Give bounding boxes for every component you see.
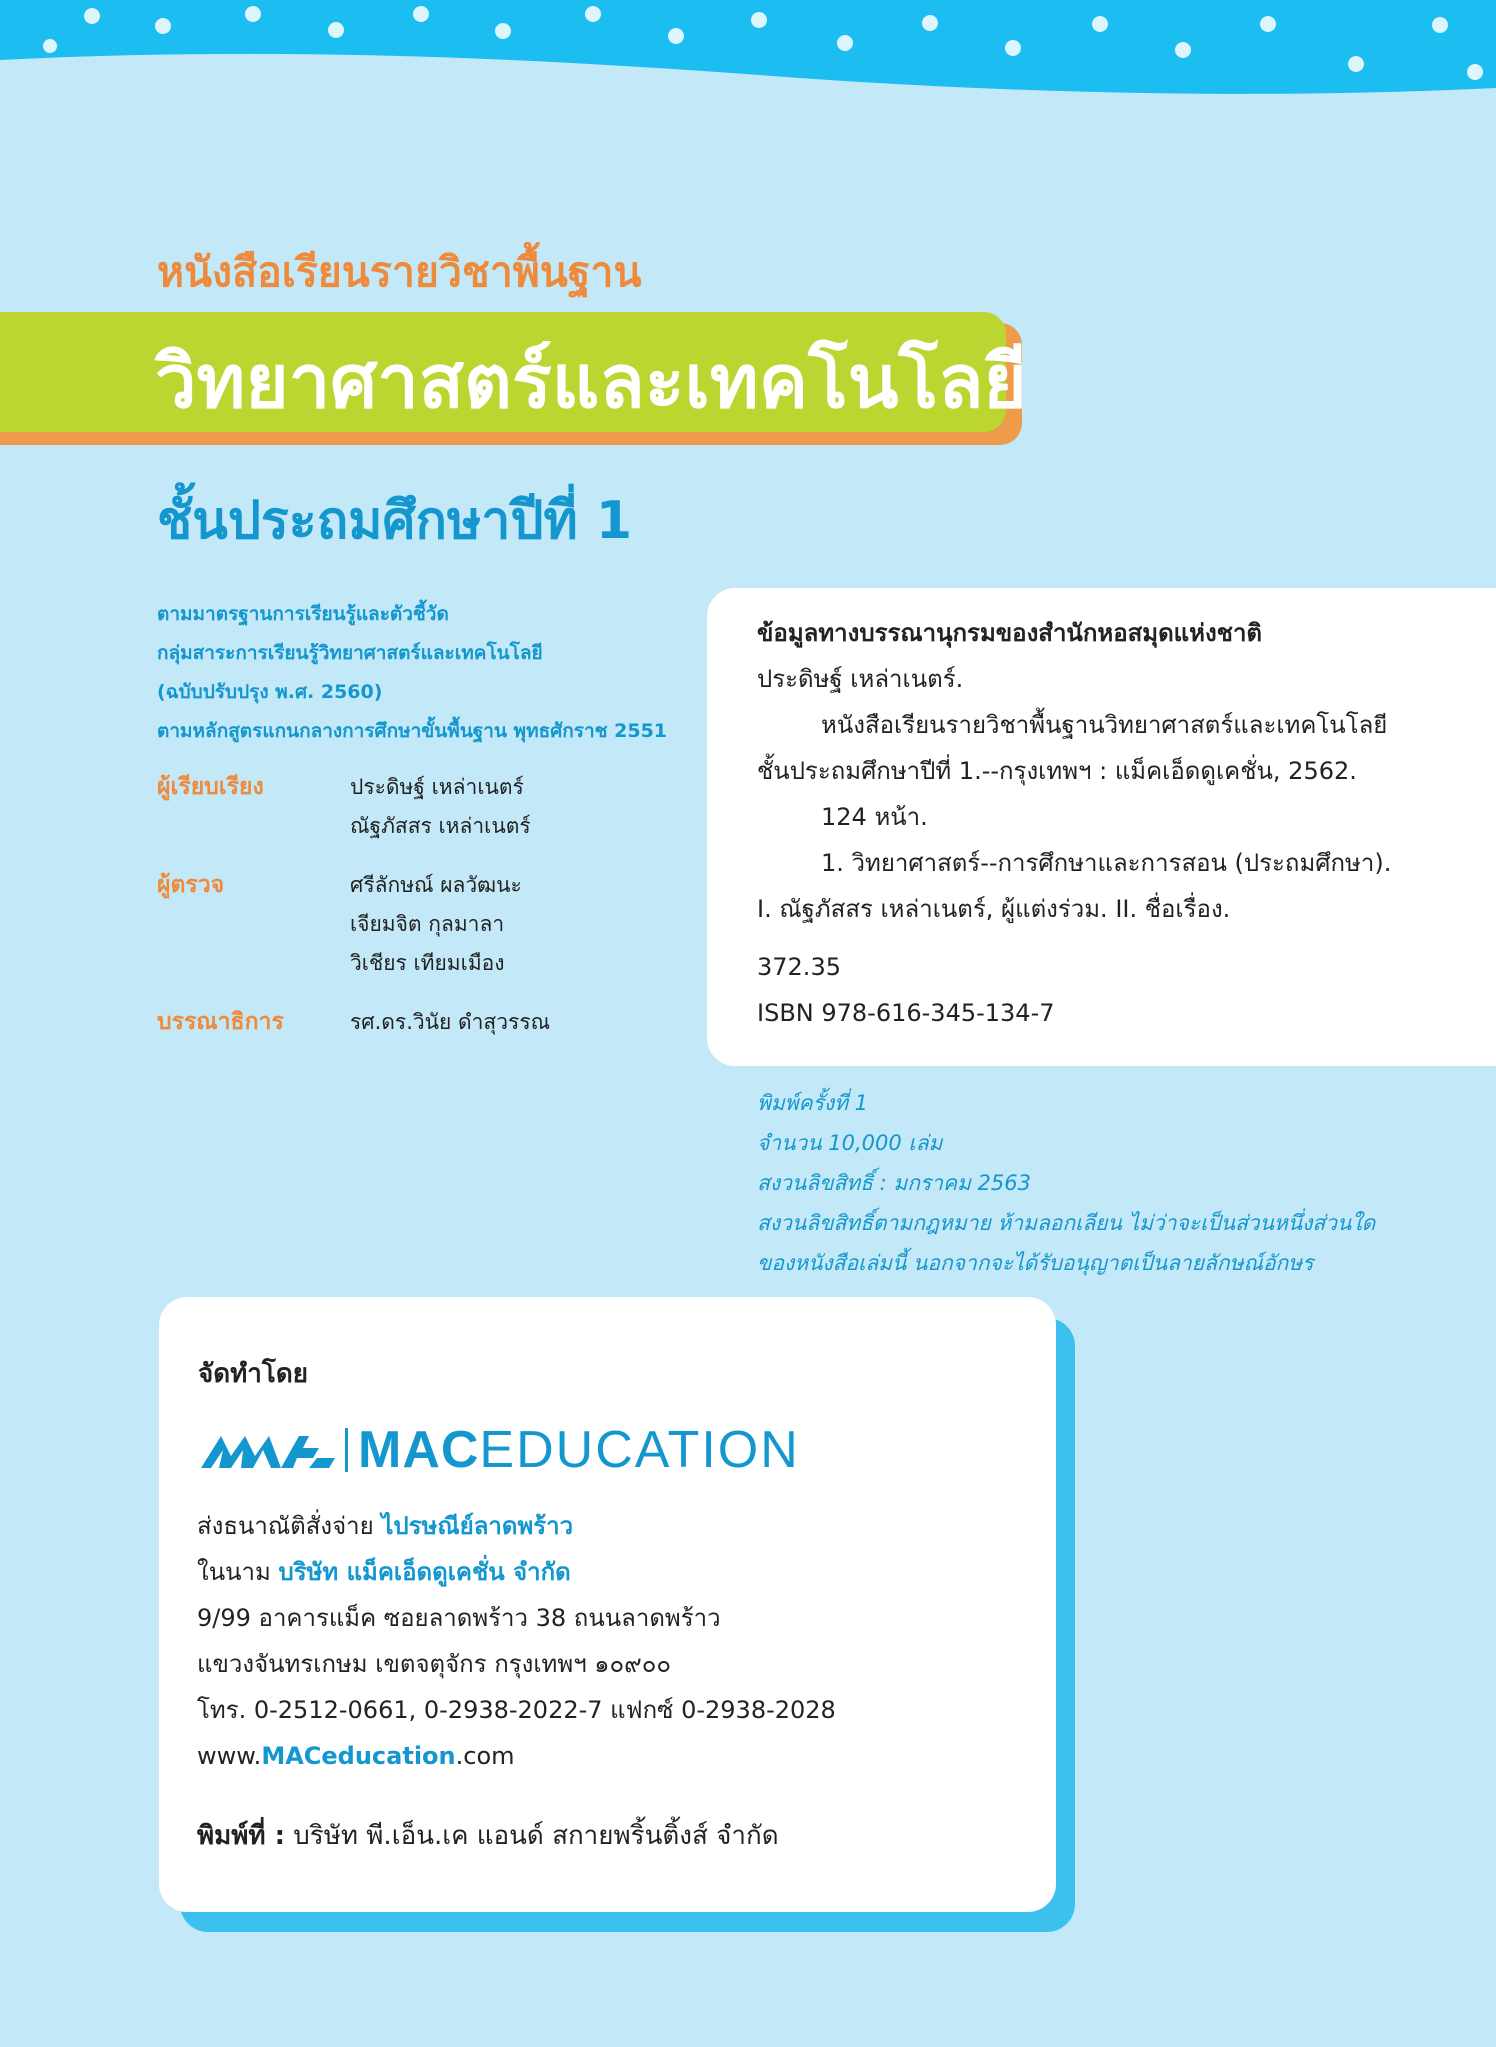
- payment-line: [197, 1503, 836, 1549]
- edition-text: พิมพ์ครั้งที่ 1: [757, 1091, 868, 1115]
- website-link[interactable]: [197, 1733, 836, 1779]
- copyright-notice: ของหนังสือเล่มนี้ นอกจากจะได้รับอนุญาตเป็นลายลักษณ์อักษร: [757, 1251, 1314, 1275]
- grade-title: ชั้นประถมศึกษาปีที่ 1: [157, 491, 633, 551]
- subject-label: หนังสือเรียนรายวิชาพื้นฐาน: [157, 248, 642, 296]
- book-title: วิทยาศาสตร์และเทคโนโลยี: [155, 339, 1027, 425]
- standards-line: (ฉบับปรับปรุง พ.ศ. 2560): [157, 681, 383, 703]
- standards-line: ตามหลักสูตรแกนกลางการศึกษาขั้นพื้นฐาน พุทธศักราช 2551: [157, 720, 668, 742]
- catalog-title: หนังสือเรียนรายวิชาพื้นฐานวิทยาศาสตร์และเทคโนโลยี: [821, 711, 1388, 739]
- mac-education-logo: [197, 1420, 800, 1480]
- address-line: 9/99 อาคารแม็ค ซอยลาดพร้าว 38 ถนนลาดพร้าว: [197, 1604, 721, 1632]
- copyright-notice: สงวนลิขสิทธิ์ตามกฎหมาย ห้ามลอกเลียน ไม่ว่าจะเป็นส่วนหนึ่งส่วนใด: [757, 1211, 1376, 1235]
- copyright-date: สงวนลิขสิทธิ์ : มกราคม 2563: [757, 1171, 1031, 1195]
- logo-mac-text: MAC: [358, 1421, 480, 1479]
- curriculum-standards: [157, 595, 667, 751]
- payment-post-office: ไปรษณีย์ลาดพร้าว: [381, 1512, 574, 1540]
- phone-line: โทร. 0-2512-0661, 0-2938-2022-7 แฟกซ์ 0-2938-2028: [197, 1696, 836, 1724]
- catalog-heading: ข้อมูลทางบรรณานุกรมของสำนักหอสมุดแห่งชาติ: [757, 619, 1263, 647]
- print-info: [757, 1083, 1375, 1283]
- printer-name: บริษัท พี.เอ็น.เค แอนด์ สกายพริ้นติ้งส์ จำกัด: [293, 1821, 779, 1851]
- credit-name: รศ.ดร.วินัย ดำสุวรรณ: [350, 1010, 551, 1034]
- web-prefix: www.: [197, 1742, 262, 1770]
- address-line: แขวงจันทรเกษม เขตจตุจักร กรุงเทพฯ ๑๐๙๐๐: [197, 1650, 672, 1678]
- printer-line: [197, 1815, 779, 1856]
- web-name: MACeducation: [261, 1742, 456, 1770]
- printer-label: พิมพ์ที่ :: [197, 1821, 286, 1851]
- mac-logo-icon: [197, 1428, 337, 1472]
- publisher-info: [197, 1503, 836, 1779]
- logo-education-text: EDUCATION: [479, 1421, 800, 1479]
- payment-prefix: ส่งธนาณัติสั่งจ่าย: [197, 1512, 374, 1540]
- made-by-label: จัดทำโดย: [198, 1359, 308, 1389]
- credit-name: ประดิษฐ์ เหล่าเนตร์: [350, 775, 524, 799]
- company-name: บริษัท แม็คเอ็ดดูเคชั่น จำกัด: [278, 1558, 571, 1586]
- credit-names: [350, 768, 531, 846]
- credit-editor: [157, 1003, 550, 1042]
- catalog-pages: 124 หน้า.: [821, 803, 928, 831]
- credit-role: ผู้ตรวจ: [157, 872, 225, 898]
- quantity-text: จำนวน 10,000 เล่ม: [757, 1131, 943, 1155]
- catalog-added-entries: I. ณัฐภัสสร เหล่าเนตร์, ผู้แต่งร่วม. II. ชื่อเรื่อง.: [757, 895, 1231, 923]
- credit-name: ณัฐภัสสร เหล่าเนตร์: [350, 814, 531, 838]
- credit-name: วิเชียร เทียมเมือง: [350, 951, 505, 975]
- credit-reviewers: [157, 866, 522, 983]
- logo-separator: [345, 1428, 348, 1472]
- web-suffix: .com: [455, 1742, 515, 1770]
- payee-line: [197, 1549, 836, 1595]
- catalog-subject: 1. วิทยาศาสตร์--การศึกษาและการสอน (ประถมศึกษา).: [821, 849, 1392, 877]
- credit-compilers: [157, 768, 531, 846]
- payee-prefix: ในนาม: [197, 1558, 271, 1586]
- credit-name: ศรีลักษณ์ ผลวัฒนะ: [350, 873, 522, 897]
- credit-role: ผู้เรียบเรียง: [157, 774, 264, 800]
- top-wave-decoration: [0, 0, 1496, 110]
- credit-role: บรรณาธิการ: [157, 1009, 284, 1035]
- cataloging-data: [757, 610, 1391, 1036]
- standards-line: ตามมาตรฐานการเรียนรู้และตัวชี้วัด: [157, 603, 449, 625]
- catalog-author: ประดิษฐ์ เหล่าเนตร์.: [757, 665, 964, 693]
- catalog-classification: 372.35: [757, 953, 841, 981]
- credit-names: [350, 1003, 550, 1042]
- credit-name: เจียมจิต กุลมาลา: [350, 912, 505, 936]
- catalog-isbn: ISBN 978-616-345-134-7: [757, 999, 1055, 1027]
- catalog-publication: ชั้นประถมศึกษาปีที่ 1.--กรุงเทพฯ : แม็คเอ็ดดูเคชั่น, 2562.: [757, 757, 1357, 785]
- credit-names: [350, 866, 522, 983]
- standards-line: กลุ่มสาระการเรียนรู้วิทยาศาสตร์และเทคโนโลยี: [157, 642, 543, 664]
